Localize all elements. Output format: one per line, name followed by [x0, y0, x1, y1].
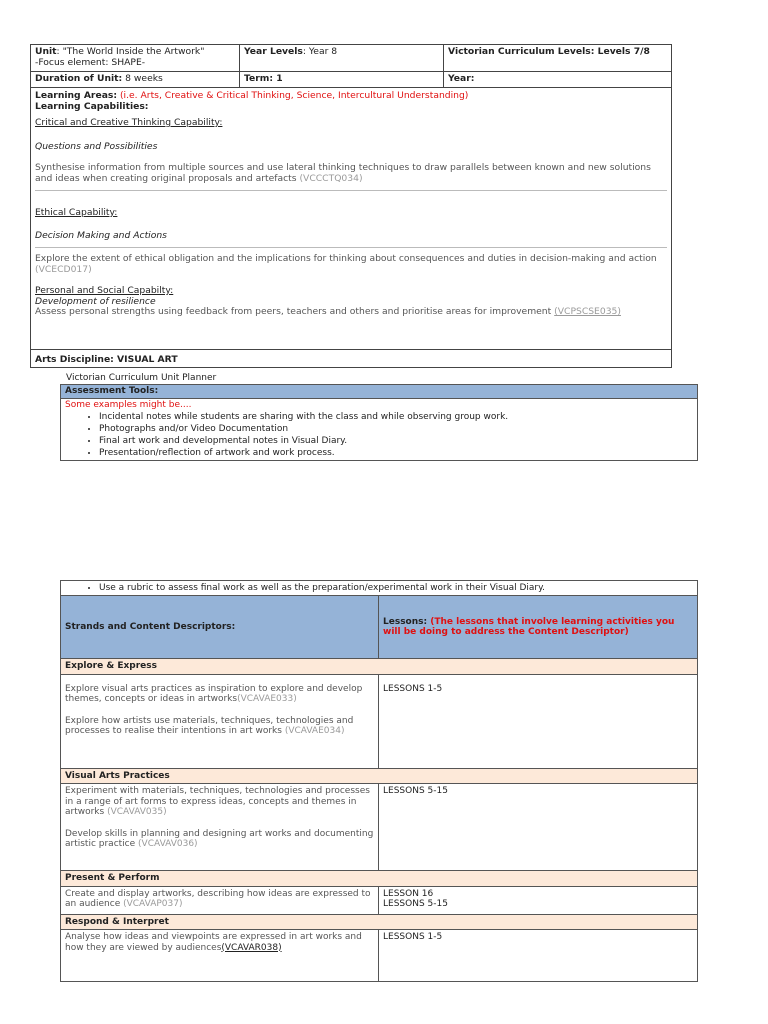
vic-levels-cell	[444, 45, 672, 72]
rubric-row	[61, 581, 698, 596]
cct-subtitle: Questions and Possibilities	[35, 140, 158, 152]
descriptor-code[interactable]: (VCAVAE033)	[237, 694, 297, 704]
descriptor-code[interactable]: (VCAVAV035)	[107, 807, 167, 817]
lessons-header-label: Lessons:	[383, 616, 431, 627]
assessment-list	[65, 411, 693, 459]
assessment-body	[61, 399, 698, 461]
respond-interpret-descriptors	[61, 930, 379, 982]
term: Term: 1	[244, 73, 283, 84]
learning-areas-label: Learning Areas:	[35, 90, 118, 101]
descriptor-text: Experiment with materials, techniques, technologies and processes in a range of art forms to express ideas, concepts and themes in artworks	[65, 786, 370, 817]
year-levels-cell	[240, 45, 444, 72]
divider	[35, 190, 667, 191]
year-levels-value: : Year 8	[302, 46, 338, 57]
explore-express-lessons: LESSONS 1-5	[379, 674, 698, 768]
descriptor-text: Analyse how ideas and viewpoints are expressed in art works and how they are viewed by audiences	[65, 932, 362, 953]
descriptor-text: Develop skills in planning and designing art works and documenting artistic practice	[65, 828, 374, 849]
assessment-title: Assessment Tools:	[61, 385, 698, 399]
ethical-code[interactable]: (VCECD017)	[35, 263, 92, 275]
lessons-header-note: (The lessons that involve learning activities you will be doing to address the Content Descriptor)	[383, 616, 675, 637]
term-cell	[240, 72, 444, 88]
unit-cell	[31, 45, 240, 72]
present-perform-descriptors	[61, 886, 379, 914]
ethical-subtitle: Decision Making and Actions	[35, 229, 167, 241]
lesson-entry: LESSON 16	[383, 888, 434, 899]
personal-social-subtitle: Development of resilience	[35, 295, 156, 307]
divider	[35, 247, 667, 248]
respond-interpret-lessons: LESSONS 1-5	[379, 930, 698, 982]
visual-arts-practices-lessons: LESSONS 5-15	[379, 784, 698, 871]
descriptor-text: Explore visual arts practices as inspiration to explore and develop themes, concepts or ideas in artworks	[65, 683, 363, 704]
ethical-text: Explore the extent of ethical obligation and the implications for thinking about consequences and duties in decision-making and action	[35, 253, 657, 264]
arts-discipline-cell	[31, 350, 672, 368]
descriptor-code[interactable]: (VCAVAE034)	[284, 726, 345, 736]
lesson-entry: LESSONS 5-15	[383, 899, 448, 909]
learning-cell	[31, 88, 672, 350]
personal-social-text: Assess personal strengths using feedback from peers, teachers and others and prioritise areas for improvement	[35, 306, 555, 317]
year: Year:	[448, 73, 475, 84]
explore-express-descriptors	[61, 674, 379, 768]
vic-levels: Victorian Curriculum Levels: Levels 7/8	[448, 46, 650, 57]
strands-header: Strands and Content Descriptors:	[61, 596, 379, 659]
cct-text: Synthesise information from multiple sources and use lateral thinking techniques to draw parallels between known and new solutions and ideas when creating original proposals and artefacts	[35, 162, 651, 184]
unit-label: Unit	[35, 46, 57, 57]
descriptor-text: Create and display artworks, describing how ideas are expressed to an audience	[65, 888, 371, 909]
personal-social-title: Personal and Social Capabilty:	[35, 285, 174, 296]
section-title-respond-interpret: Respond & Interpret	[61, 914, 698, 930]
list-item: • Presentation/reflection of artwork and work process.	[99, 447, 693, 459]
arts-discipline: Arts Discipline: VISUAL ART	[35, 353, 178, 365]
focus-element: -Focus element: SHAPE-	[35, 56, 146, 68]
cct-descriptor	[35, 163, 667, 184]
list-item: • Final art work and developmental notes in Visual Diary.	[99, 435, 693, 447]
learning-capabilities-label: Learning Capabilities:	[35, 100, 149, 112]
list-item: • Photographs and/or Video Documentation	[99, 423, 693, 435]
year-cell	[444, 72, 672, 88]
present-perform-lessons	[379, 886, 698, 914]
strands-table	[60, 580, 698, 982]
duration-cell	[31, 72, 240, 88]
duration-value: 8 weeks	[122, 73, 163, 84]
section-title-visual-arts-practices: Visual Arts Practices	[61, 768, 698, 784]
section-title-present-perform: Present & Perform	[61, 871, 698, 887]
unit-info-table	[30, 44, 672, 368]
lessons-header	[379, 596, 698, 659]
ethical-title: Ethical Capability:	[35, 207, 118, 218]
unit-value: : "The World Inside the Artwork"	[56, 46, 205, 57]
section-title-explore-express: Explore & Express	[61, 659, 698, 675]
descriptor-code[interactable]: (VCAVAV036)	[138, 839, 198, 849]
planner-title: Victorian Curriculum Unit Planner	[66, 373, 217, 383]
descriptor-text: Explore how artists use materials, techniques, technologies and processes to realise their intentions in art works	[65, 715, 354, 736]
duration-label: Duration of Unit:	[35, 73, 123, 84]
descriptor-code[interactable]: (VCAVAP037)	[123, 899, 183, 909]
year-levels-label: Year Levels	[244, 46, 303, 57]
descriptor-code[interactable]: (VCAVAR038)	[221, 942, 282, 953]
cct-code[interactable]: (VCCCTQ034)	[299, 172, 363, 184]
cct-title: Critical and Creative Thinking Capability:	[35, 117, 223, 128]
visual-arts-practices-descriptors	[61, 784, 379, 871]
learning-areas-value: (i.e. Arts, Creative & Critical Thinking, Science, Intercultural Understanding)	[117, 90, 469, 101]
personal-social-code[interactable]: (VCPSCSE035)	[554, 306, 621, 317]
assessment-table	[60, 384, 698, 461]
personal-social-descriptor	[35, 307, 667, 318]
list-item: • Use a rubric to assess final work as well as the preparation/experimental work in their Visual Diary.	[99, 582, 693, 594]
assessment-examples: Some examples might be....	[65, 400, 192, 410]
ethical-descriptor	[35, 254, 667, 275]
list-item: • Incidental notes while students are sharing with the class and while observing group work.	[99, 411, 693, 423]
